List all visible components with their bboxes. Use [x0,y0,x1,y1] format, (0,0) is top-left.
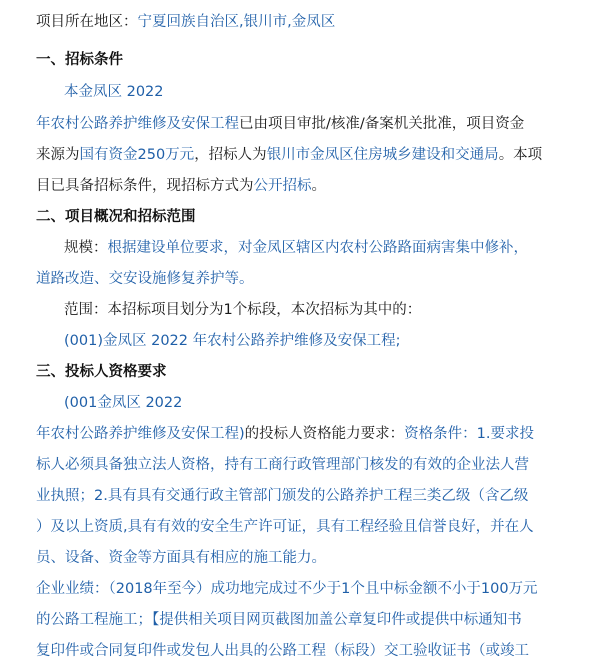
qual-project: 年农村公路养护维修及安保工程) [36,426,245,442]
approval-text: 已由项目审批/核准/备案机关批准，项目资金 [239,116,525,132]
section-2-title: 二、项目概况和招标范围 [36,209,196,225]
condition-line-1: 本金凤区 2022 [64,84,164,100]
qual-line-6: 员、设备、资金等方面具有相应的施工能力。 [36,550,326,566]
scale-text: 根据建设单位要求，对金凤区辖区内农村公路路面病害集中修补， [107,240,528,256]
region-line [36,12,335,32]
funding-value: 国有资金250万元 [79,147,195,163]
qual-line-5: ）及以上资质,具有有效的安全生产许可证，具有工程经验且信誉良好，并在人 [36,519,534,535]
period: 。 [311,178,326,194]
qual-line-2 [36,424,534,444]
tenderer-label: ，招标人为 [194,147,267,163]
funding-label: 来源为 [36,147,80,163]
qual-line-7: 企业业绩：（2018年至今）成功地完成过不少于1个且中标金额不小于100万元 [36,581,538,597]
section-1-title: 一、招标条件 [36,52,123,68]
condition-line-3 [36,145,542,165]
condition-line-4 [36,176,326,196]
qual-line-3: 标人必须具备独立法人资格，持有工商行政管理部门核发的有效的企业法人营 [36,457,529,473]
qual-line-8: 的公路工程施工；【提供相关项目网页截图加盖公章复印件或提供中标通知书 [36,612,522,628]
scale-label: 规模： [64,240,108,256]
scale-line-1 [64,238,528,258]
project-name: 年农村公路养护维修及安保工程 [36,116,239,132]
lot-line: (001)金凤区 2022 年农村公路养护维修及安保工程; [64,333,401,349]
condition-line-2 [36,114,524,134]
qual-line-9: 复印件或合同复印件或发包人出具的公路工程（标段）交工验收证书（或竣工 [36,643,529,659]
qual-line-4: 业执照；2.具有具有交通行政主管部门颁发的公路养护工程三类乙级（含乙级 [36,488,529,504]
section-3-title: 三、投标人资格要求 [36,364,167,380]
scale-line-2: 道路改造、交安设施修复养护等。 [36,271,254,287]
tenderer-value: 银川市金凤区住房城乡建设和交通局 [266,147,499,163]
qual-requirement-label: 的投标人资格能力要求： [244,426,405,442]
condition-text: 。本项 [498,147,543,163]
region-value: 宁夏回族自治区,银川市,金凤区 [137,14,336,30]
method-label: 目已具备招标条件，现招标方式为 [36,178,254,194]
qual-line-1: (001金凤区 2022 [64,395,183,411]
method-value: 公开招标 [253,178,312,194]
qual-condition-start: 资格条件：1.要求投 [404,426,534,442]
range-line: 范围：本招标项目划分为1个标段，本次招标为其中的： [64,302,422,318]
region-label: 项目所在地区： [36,14,138,30]
